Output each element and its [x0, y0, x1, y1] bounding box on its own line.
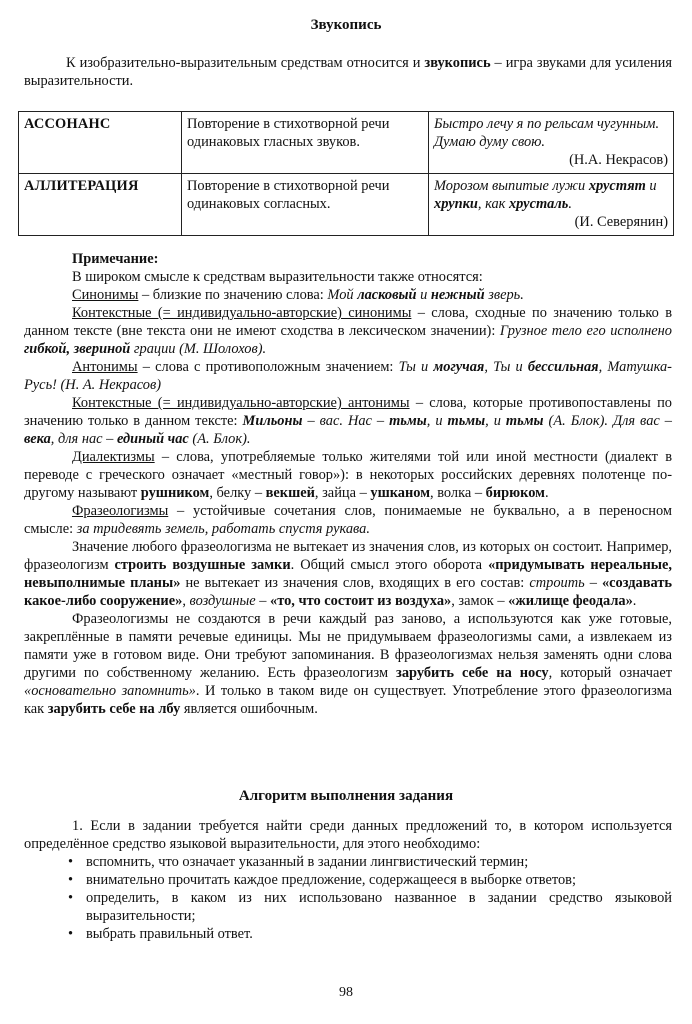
algorithm-bullets [24, 853, 672, 943]
antonyms-paragraph: Антонимы – слова с противоположным значением: Ты и могучая, Ты и бессильная, Матушка-Русь! (Н. А. Некрасов) [24, 359, 672, 393]
example-text: Быстро лечу я по рельсам чугунным. Думаю думу свою. [434, 116, 660, 150]
page-number: 98 [339, 985, 353, 1000]
table-row [19, 174, 674, 236]
note-heading: Примечание: [72, 251, 159, 267]
dialectisms-paragraph: Диалектизмы – слова, употребляемые только жителями той или иной местности (диалект в переводе с греческого означает «местный говор»): в некоторых российских деревнях полотенце по-другому называют рушником, белку – векшей, зайца – ушканом, волка – бирюком. [24, 449, 672, 501]
definition-cell: Повторение в стихотворной речи одинаковых согласных. [182, 174, 429, 236]
intro-text-end: – игра звуками для усиления выразительности. [24, 55, 672, 89]
algorithm-title: Алгоритм выполнения задания [238, 788, 454, 804]
example-text: Морозом выпитые лужи хрустят и хрупки, как хрусталь. [434, 178, 657, 212]
list-item: • внимательно прочитать каждое предложение, содержащееся в выборке ответов; [86, 871, 672, 889]
list-item: • выбрать правильный ответ. [86, 925, 672, 943]
example-author: (Н.А. Некрасов) [569, 152, 668, 168]
note-section [24, 250, 673, 718]
ctx-synonyms-paragraph: Контекстные (= индивидуально-авторские) синонимы – слова, сходные по значению только в данном тексте (вне текста они не имеют сходства в лексическом значении): Грузное тело его исполнено гибкой, звериной грации (М. Шолохов). [24, 305, 672, 357]
devices-table [18, 111, 674, 236]
example-author: (И. Северянин) [574, 214, 668, 230]
algorithm-step: 1. Если в задании требуется найти среди данных предложений то, в котором используется определённое средство языковой выразительности, для этого необходимо: [24, 818, 672, 852]
phraseologism-meaning-paragraph: Значение любого фразеологизма не вытекает из значения слов, из которых он состоит. Например, фразеологизм строить воздушные замки. Общий смысл этого оборота «придумывать нереальные, невыполнимые планы» не вытекает из значения слов, входящих в его состав: строить – «создавать какое-либо сооружение», воздушные – «то, что состоит из воздуха», замок – «жилище феодала». [24, 539, 673, 609]
list-item: • определить, в каком из них использовано названное в задании средство языковой выразительности; [86, 889, 672, 925]
example-cell [429, 112, 674, 174]
term-cell: АССОНАНС [19, 112, 182, 174]
synonyms-paragraph: Синонимы – близкие по значению слова: Мой ласковый и нежный зверь. [72, 287, 524, 303]
intro-text: К изобразительно-выразительным средствам относится и [66, 55, 425, 71]
list-item: • вспомнить, что означает указанный в задании лингвистический термин; [86, 853, 672, 871]
note-lead: В широком смысле к средствам выразительности также относятся: [72, 269, 483, 285]
algorithm-section [24, 817, 672, 943]
table-row [19, 112, 674, 174]
intro-paragraph [24, 54, 672, 90]
intro-term: звукопись [424, 55, 491, 71]
phraseologisms-paragraph: Фразеологизмы – устойчивые сочетания слов, понимаемые не буквально, а в переносном смысле: за тридевять земель, работать спустя рукава. [24, 503, 672, 537]
example-cell [429, 174, 674, 236]
term-cell: АЛЛИТЕРАЦИЯ [19, 174, 182, 236]
phraseologism-usage-paragraph: Фразеологизмы не создаются в речи каждый раз заново, а используются как уже готовые, закреплённые в памяти речевые единицы. Мы не придумываем фразеологизмы сами, а извлекаем из памяти уже в готовом виде. Они требуют запоминания. В фразеологизмах нельзя заменять одни слова другими по собственному желанию. Есть фразеологизм зарубить себе на носу, который означает «основательно запомнить». И только в таком виде он существует. Употребление этого фразеологизма как зарубить себе на лбу является ошибочным. [24, 611, 673, 717]
ctx-antonyms-paragraph: Контекстные (= индивидуально-авторские) антонимы – слова, которые противопоставлены по значению только в данном тексте: Мильоны – вас. Нас – тьмы, и тьмы, и тьмы (А. Блок). Для вас – века, для нас – единый час (А. Блок). [24, 395, 672, 447]
definition-cell: Повторение в стихотворной речи одинаковых гласных звуков. [182, 112, 429, 174]
page-title: Звукопись [310, 17, 382, 33]
